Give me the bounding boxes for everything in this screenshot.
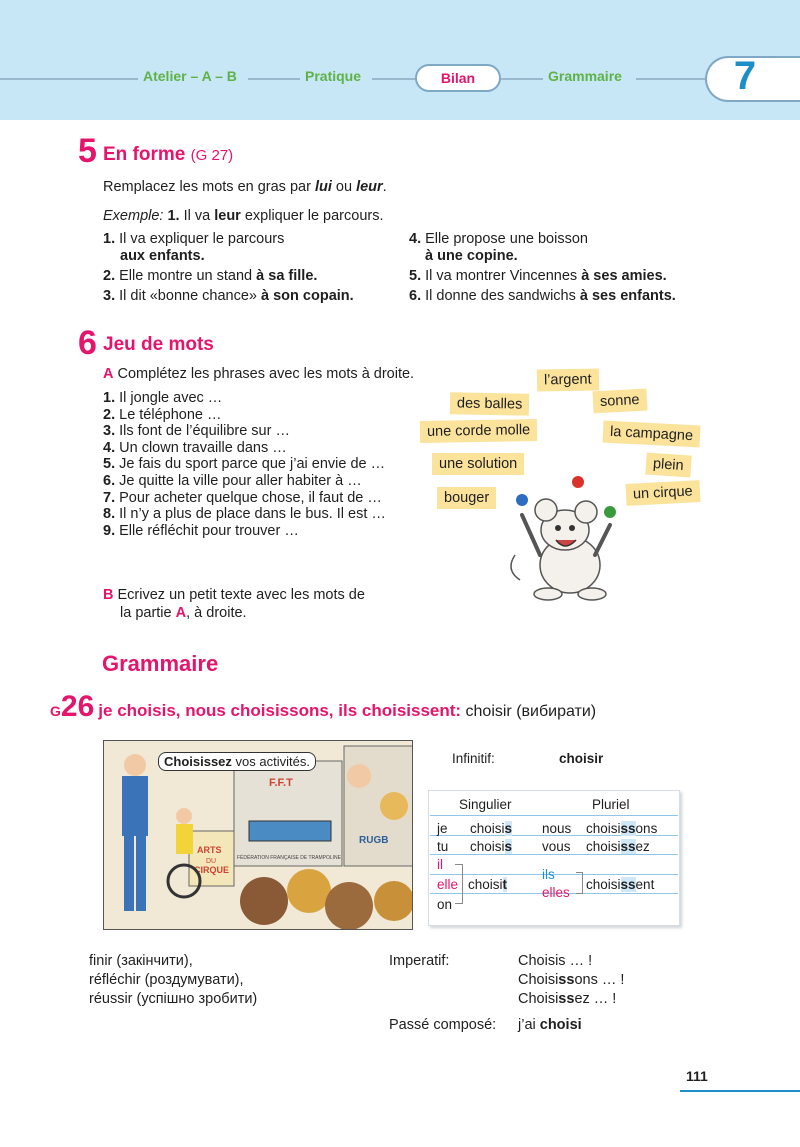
list-item: 5. Il va montrer Vincennes à ses amies.: [409, 268, 667, 284]
word-tag[interactable]: plein: [645, 452, 691, 477]
word-tag[interactable]: bouger: [437, 487, 496, 509]
pronoun-ils: ils: [542, 867, 555, 882]
list-item: 5. Je fais du sport parce que j’ai envie de …: [103, 456, 386, 473]
nav-line: [636, 78, 706, 80]
ball-icon: [516, 494, 528, 506]
word-tag[interactable]: l’argent: [537, 368, 599, 391]
verb-item: finir (закінчити),: [89, 953, 193, 969]
list-item: 6. Il donne des sandwichs à ses enfants.: [409, 288, 676, 304]
nav-line: [0, 78, 138, 80]
imperatif-form: Choisissons … !: [518, 972, 625, 988]
header-band: [0, 0, 800, 120]
exercise-6-number: 6: [78, 324, 97, 362]
form-vous: choisissez: [586, 839, 650, 854]
exercise-title-text: En forme: [103, 144, 186, 165]
pronoun-vous: vous: [542, 839, 571, 854]
exercise-6-list: [103, 390, 386, 539]
imperatif-label: Imperatif:: [389, 953, 450, 969]
nav-atelier[interactable]: Atelier – A – B: [143, 68, 237, 84]
passe-compose-label: Passé composé:: [389, 1017, 497, 1033]
list-item: 2. Le téléphone …: [103, 406, 222, 423]
pronoun-on: on: [437, 897, 453, 912]
grammar-heading: G26 je choisis, nous choisissons, ils choisissent: choisir (вибирати): [50, 690, 597, 723]
table-divider: [430, 815, 678, 816]
poster-cirque: CIRQUE: [194, 865, 230, 875]
chapter-number: 7: [733, 54, 757, 98]
juggling-mouse-illustration: [500, 470, 650, 610]
nav-pratique[interactable]: Pratique: [305, 68, 362, 84]
nav-line: [248, 78, 300, 80]
exercise-5-example: Exemple: 1. Il va leur expliquer le parcours.: [103, 208, 384, 224]
imperatif-form: Choisissez … !: [518, 991, 617, 1007]
pronoun-elles: elles: [542, 885, 570, 900]
poster-du: DU: [206, 858, 217, 865]
list-item: 4. Un clown travaille dans …: [103, 439, 287, 456]
poster-rugby: RUGB: [359, 835, 389, 846]
verb-item: réussir (успішно зробити): [89, 991, 258, 1007]
list-item: 6. Je quitte la ville pour aller habiter à …: [103, 472, 362, 489]
verb-item: réfléchir (роздумувати),: [89, 972, 244, 988]
page-number: 111: [686, 1068, 708, 1084]
nav-line: [501, 78, 543, 80]
form-je: choisis: [470, 821, 513, 836]
ball-icon: [572, 476, 584, 488]
word-tag[interactable]: une corde molle: [420, 419, 538, 443]
word-tag[interactable]: un cirque: [625, 480, 700, 506]
grammar-title: Grammaire: [102, 651, 219, 676]
page-number-rule: [680, 1090, 800, 1092]
poster-arts: ARTS: [197, 845, 222, 855]
ball-icon: [604, 506, 616, 518]
pronoun-elle: elle: [437, 877, 459, 892]
grammar-ref[interactable]: (G 27): [190, 147, 234, 164]
imperatif-form: Choisis … !: [518, 953, 593, 969]
list-item: 2. Elle montre un stand à sa fille.: [103, 268, 318, 284]
nav-line: [372, 78, 416, 80]
word-tag[interactable]: la campagne: [602, 420, 700, 447]
exercise-5-instruction: Remplacez les mots en gras par lui ou leur.: [103, 179, 387, 195]
list-item: 3. Il dit «bonne chance» à son copain.: [103, 288, 354, 304]
exercise-6-partA-instruction: A Complétez les phrases avec les mots à droite.: [103, 366, 415, 382]
table-divider: [430, 854, 678, 855]
nav-bilan[interactable]: Bilan: [415, 64, 501, 92]
form-nous: choisissons: [586, 821, 658, 836]
word-tag[interactable]: une solution: [432, 453, 524, 475]
infinitif-label: Infinitif:: [452, 751, 495, 766]
exercise-6-partB-instruction-2: la partie A, à droite.: [120, 605, 247, 621]
list-item: 1. Il va expliquer le parcours: [103, 231, 285, 247]
list-item: 1. Il jongle avec …: [103, 390, 223, 406]
nav-grammaire[interactable]: Grammaire: [548, 68, 622, 84]
pronoun-nous: nous: [542, 821, 572, 836]
speech-bubble: Choisissez vos activités.: [158, 752, 316, 771]
word-tag[interactable]: sonne: [592, 389, 647, 414]
poster-federation: FÉDÉRATION FRANÇAISE DE TRAMPOLINE: [237, 855, 341, 861]
list-item: 4. Elle propose une boisson: [409, 231, 588, 247]
list-item-answer: aux enfants.: [120, 248, 205, 264]
column-header-singulier: Singulier: [459, 797, 512, 812]
pronoun-tu: tu: [437, 839, 449, 854]
exercise-6-partB-instruction: B Ecrivez un petit texte avec les mots de: [103, 587, 365, 603]
form-ils: choisissent: [586, 877, 655, 892]
form-il: choisit: [468, 877, 508, 892]
exercise-5-title: [103, 144, 233, 166]
form-tu: choisis: [470, 839, 513, 854]
infinitif-value: choisir: [559, 751, 604, 766]
passe-compose-form: j’ai choisi: [518, 1017, 582, 1033]
list-item: 8. Il n’y a plus de place dans le bus. Il est …: [103, 506, 386, 523]
word-tag[interactable]: des balles: [450, 392, 530, 415]
pronoun-il: il: [437, 857, 443, 872]
list-item: 9. Elle réfléchit pour trouver …: [103, 522, 299, 539]
list-item: 7. Pour acheter quelque chose, il faut de …: [103, 489, 382, 506]
column-header-pluriel: Pluriel: [592, 797, 630, 812]
list-item-answer: à une copine.: [425, 248, 518, 264]
poster-ffft: F.F.T: [269, 777, 293, 789]
list-item: 3. Ils font de l’équilibre sur …: [103, 423, 290, 440]
exercise-6-title: Jeu de mots: [103, 334, 214, 355]
exercise-5-number: 5: [78, 132, 97, 170]
bracket: [576, 872, 583, 894]
pronoun-je: je: [437, 821, 448, 836]
bracket: [455, 864, 463, 904]
